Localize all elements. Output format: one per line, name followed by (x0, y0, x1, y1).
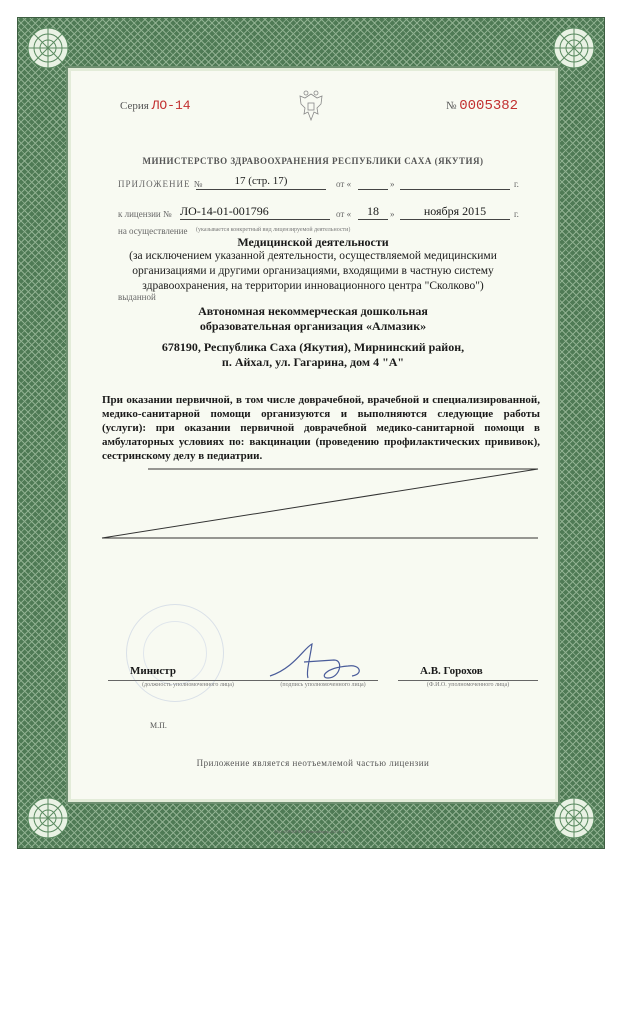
stamp-place: М.П. (150, 721, 167, 730)
footer-note: Приложение является неотъемлемой частью лицензии (196, 758, 430, 768)
activity-line: здравоохранения, на территории инновационного центра "Сколково") (142, 280, 484, 292)
organization-address: 678190, Республика Саха (Якутия), Мирнинский район, (161, 340, 465, 354)
corner-rosette-icon (26, 26, 70, 70)
activity-line: организациями и другими организациями, входящими в частную систему (132, 265, 494, 277)
appendix-label: ПРИЛОЖЕНИЕ № (118, 179, 204, 189)
appendix-date-open: от « (336, 179, 352, 189)
services-text: При оказании первичной, в том числе доврачебной, врачебной и специализированной, медико-санитарной помощи организуются и выполняются следующие работы (услуги): при оказании первичной доврачебной медико-санитарной помощи в амбулаторных условиях по: вакцинации (проведению профилактических прививок), сестринскому делу в педиатрии. (102, 394, 540, 462)
number-value: 0005382 (459, 98, 519, 114)
license-label: к лицензии № (118, 209, 172, 219)
name-hint: (Ф.И.О. уполномоченного лица) (426, 682, 510, 688)
series-value: ЛО-14 (151, 98, 191, 113)
license-year-suffix: г. (514, 209, 519, 219)
signer-name: А.В. Горохов (420, 665, 483, 677)
activity-title: Медицинской деятельности (237, 235, 389, 249)
license-number: ЛО-14-01-001796 (180, 204, 330, 220)
position-hint: (должность уполномоченного лица) (142, 682, 234, 688)
license-date-close: » (390, 209, 395, 219)
organization-name: образовательная организация «Алмазик» (199, 319, 427, 333)
appendix-number: 17 (стр. 17) (196, 175, 326, 190)
ministry-title: МИНИСТЕРСТВО ЗДРАВООХРАНЕНИЯ РЕСПУБЛИКИ САХА (ЯКУТИЯ) (142, 156, 484, 166)
printer-imprint: ЗАО «ОПЦИОН», Новосибирск, 2015, «Б» (274, 829, 347, 834)
activity-line: (за исключением указанной деятельности, осуществляемой медицинскими (129, 250, 497, 262)
series-label: Серия (120, 100, 149, 112)
number-label: № (446, 100, 457, 112)
appendix-year-suffix: г. (514, 179, 519, 189)
license-day: 18 (358, 204, 388, 220)
corner-rosette-icon (552, 26, 596, 70)
signer-position: Министр (130, 665, 176, 677)
license-month-year: ноября 2015 (400, 204, 510, 220)
issued-label: выданной (118, 292, 156, 302)
signature-hint: (подпись уполномоченного лица) (280, 682, 366, 688)
activity-hint: (указывается конкретный вид лицензируемой деятельности) (196, 227, 351, 233)
guilloche-frame (17, 17, 605, 849)
activity-label: на осуществление (118, 226, 188, 236)
cancellation-lines (68, 68, 558, 802)
document-body (66, 66, 560, 804)
appendix-date-close: » (390, 179, 395, 189)
organization-address: п. Айхал, ул. Гагарина, дом 4 "А" (221, 355, 405, 369)
organization-name: Автономная некоммерческая дошкольная (198, 304, 428, 318)
license-date-open: от « (336, 209, 352, 219)
